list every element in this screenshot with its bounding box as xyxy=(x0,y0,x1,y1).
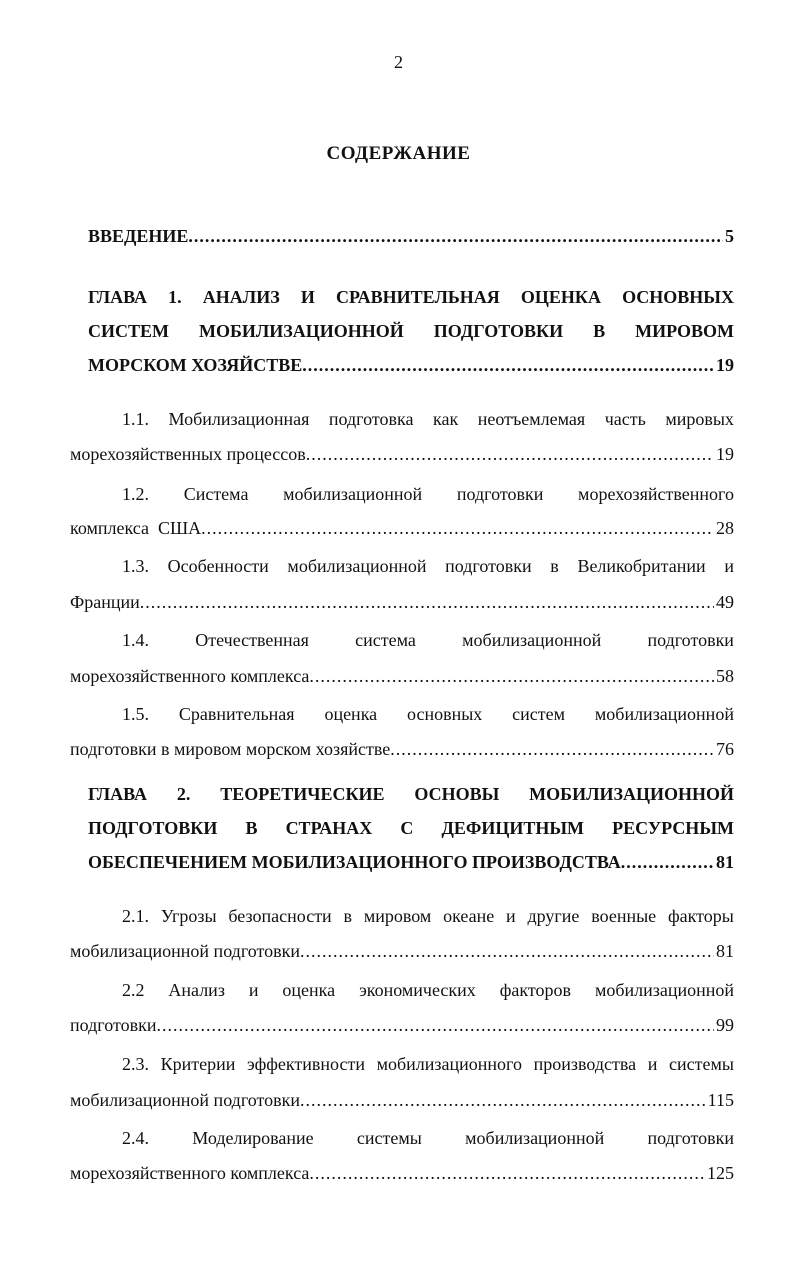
toc-word: ОСНОВНЫХ xyxy=(622,287,734,307)
toc-word: 1.5. xyxy=(122,704,149,724)
toc-word: 1. xyxy=(168,287,182,307)
toc-word: оценка xyxy=(324,704,378,724)
toc-section-2-2-line2[interactable] xyxy=(70,1012,734,1038)
toc-word: военные xyxy=(591,906,657,926)
toc-word: мобилизационной xyxy=(462,630,602,650)
toc-word: ТЕОРЕТИЧЕСКИЕ xyxy=(220,784,385,804)
toc-word: океане xyxy=(443,906,495,926)
toc-section-1-4-line2[interactable] xyxy=(70,663,734,689)
toc-word: мировых xyxy=(665,409,734,429)
toc-section-2-2-line1[interactable] xyxy=(122,977,734,1003)
toc-section-1-2-line2[interactable] xyxy=(70,515,734,541)
toc-chapter2-line2[interactable] xyxy=(88,815,734,841)
toc-word: подготовки xyxy=(647,630,734,650)
toc-word: ОЦЕНКА xyxy=(520,287,601,307)
toc-word: 1.4. xyxy=(122,630,149,650)
toc-word: и xyxy=(724,556,734,576)
toc-word: ПОДГОТОВКИ xyxy=(433,321,564,341)
toc-entry-label: подготовки xyxy=(70,1015,157,1035)
toc-entry-label: ВВЕДЕНИЕ xyxy=(88,226,189,246)
toc-word: другие xyxy=(527,906,580,926)
toc-word: Угрозы xyxy=(160,906,217,926)
toc-section-1-3-line2[interactable] xyxy=(70,589,734,615)
toc-word: 1.1. xyxy=(122,409,149,429)
toc-word: СРАВНИТЕЛЬНАЯ xyxy=(335,287,500,307)
toc-word: систем xyxy=(512,704,566,724)
toc-word: как xyxy=(432,409,459,429)
toc-page-number: 19 xyxy=(716,355,734,375)
toc-word: 2.2 xyxy=(122,980,145,1000)
toc-section-2-3-line1[interactable] xyxy=(122,1051,734,1077)
toc-page-number: 76 xyxy=(716,739,734,759)
toc-entry-label: морехозяйственного комплекса xyxy=(70,1163,310,1183)
dot-leader xyxy=(156,1012,714,1038)
toc-page-number: 28 xyxy=(716,518,734,538)
toc-section-1-4-line1[interactable] xyxy=(122,627,734,653)
toc-word: ГЛАВА xyxy=(88,287,148,307)
toc-chapter1-line1[interactable] xyxy=(88,284,734,310)
toc-word: мобилизационного xyxy=(376,1054,522,1074)
toc-section-1-1-line1[interactable] xyxy=(122,406,734,432)
toc-entry-label: морехозяйственного комплекса xyxy=(70,666,310,686)
dot-leader xyxy=(300,938,714,964)
toc-word: ДЕФИЦИТНЫМ xyxy=(441,818,585,838)
toc-word: В xyxy=(245,818,258,838)
toc-word: МИРОВОМ xyxy=(635,321,734,341)
toc-word: Моделирование xyxy=(192,1128,314,1148)
toc-word: морехозяйственного xyxy=(578,484,734,504)
toc-word: 1.3. xyxy=(122,556,149,576)
toc-word: мобилизационной xyxy=(283,484,423,504)
toc-word: неотъемлемая xyxy=(477,409,586,429)
dot-leader xyxy=(390,736,714,762)
dot-leader xyxy=(306,441,714,467)
toc-word: 2.1. xyxy=(122,906,149,926)
toc-entry-label: Франции xyxy=(70,592,140,612)
toc-chapter1-line2[interactable] xyxy=(88,318,734,344)
toc-word: и xyxy=(647,1054,658,1074)
toc-word: оценка xyxy=(282,980,336,1000)
toc-page-number: 125 xyxy=(707,1163,734,1183)
toc-word: Система xyxy=(183,484,249,504)
toc-word: мобилизационной xyxy=(287,556,427,576)
toc-entry-label: мобилизационной подготовки xyxy=(70,941,301,961)
toc-word: И xyxy=(300,287,315,307)
toc-entry-label: МОРСКОМ ХОЗЯЙСТВЕ xyxy=(88,355,303,375)
toc-page-number: 5 xyxy=(725,226,734,246)
toc-word: Великобритании xyxy=(577,556,706,576)
toc-word: экономических xyxy=(359,980,476,1000)
toc-word: Анализ xyxy=(168,980,225,1000)
toc-entry-label: комплекса США xyxy=(70,518,202,538)
toc-word: ОСНОВЫ xyxy=(414,784,500,804)
toc-word: часть xyxy=(604,409,646,429)
toc-section-2-4-line2[interactable] xyxy=(70,1160,734,1186)
dot-leader xyxy=(302,352,714,378)
toc-word: СТРАНАХ xyxy=(285,818,373,838)
toc-section-1-5-line1[interactable] xyxy=(122,701,734,727)
dot-leader xyxy=(300,1087,706,1113)
toc-word: эффективности xyxy=(247,1054,365,1074)
toc-word: МОБИЛИЗАЦИОННОЙ xyxy=(529,784,734,804)
toc-word: В xyxy=(593,321,606,341)
toc-word: система xyxy=(355,630,416,650)
toc-entry-label: подготовки в мировом морском хозяйстве xyxy=(70,739,391,759)
toc-word: подготовки xyxy=(647,1128,734,1148)
toc-word: Мобилизационная xyxy=(168,409,310,429)
toc-section-1-2-line1[interactable] xyxy=(122,481,734,507)
toc-word: подготовка xyxy=(328,409,414,429)
toc-word: РЕСУРСНЫМ xyxy=(612,818,734,838)
toc-word: 2.4. xyxy=(122,1128,149,1148)
dot-leader xyxy=(309,1160,705,1186)
toc-word: 2. xyxy=(176,784,191,804)
toc-word: подготовки xyxy=(445,556,532,576)
toc-word: СИСТЕМ xyxy=(88,321,169,341)
toc-section-1-3-line1[interactable] xyxy=(122,553,734,579)
dot-leader xyxy=(140,589,714,615)
page-number: 2 xyxy=(394,52,403,72)
toc-word: системы xyxy=(669,1054,734,1074)
toc-chapter2-line3[interactable] xyxy=(88,849,734,875)
dot-leader xyxy=(188,223,723,249)
toc-page-number: 115 xyxy=(707,1090,734,1110)
toc-word: в xyxy=(343,906,353,926)
toc-word: и xyxy=(248,980,259,1000)
toc-word: Сравнительная xyxy=(178,704,295,724)
toc-word: 2.3. xyxy=(122,1054,149,1074)
toc-word: мировом xyxy=(363,906,432,926)
toc-word: С xyxy=(400,818,414,838)
toc-page-number: 81 xyxy=(716,852,734,872)
dot-leader xyxy=(621,849,714,875)
toc-word: Особенности xyxy=(167,556,269,576)
toc-word: факторов xyxy=(499,980,572,1000)
toc-word: подготовки xyxy=(456,484,544,504)
toc-word: производства xyxy=(533,1054,637,1074)
toc-word: мобилизационной xyxy=(594,704,734,724)
toc-section-2-4-line1[interactable] xyxy=(122,1125,734,1151)
toc-entry-label: ОБЕСПЕЧЕНИЕМ МОБИЛИЗАЦИОННОГО ПРОИЗВОДСТВА xyxy=(88,852,621,872)
toc-page-number: 81 xyxy=(716,941,734,961)
toc-word: ГЛАВА xyxy=(88,784,148,804)
toc-page-number: 19 xyxy=(716,444,734,464)
toc-chapter2-line1[interactable] xyxy=(88,781,734,807)
toc-word: и xyxy=(506,906,516,926)
toc-page-number: 99 xyxy=(716,1015,734,1035)
toc-section-2-1-line2[interactable] xyxy=(70,938,734,964)
toc-word: мобилизационной xyxy=(594,980,734,1000)
dot-leader xyxy=(201,515,714,541)
toc-page-number: 49 xyxy=(716,592,734,612)
toc-section-2-1-line1[interactable] xyxy=(122,903,734,929)
toc-word: факторы xyxy=(667,906,734,926)
toc-chapter1-line3[interactable] xyxy=(88,352,734,378)
toc-section-1-1-line2[interactable] xyxy=(70,441,734,467)
toc-word: мобилизационной xyxy=(465,1128,605,1148)
toc-entry-introduction[interactable] xyxy=(88,223,734,249)
toc-word: АНАЛИЗ xyxy=(202,287,280,307)
toc-entry-label: морехозяйственных процессов xyxy=(70,444,306,464)
toc-entry-label: мобилизационной подготовки xyxy=(70,1090,301,1110)
toc-word: МОБИЛИЗАЦИОННОЙ xyxy=(198,321,404,341)
toc-word: системы xyxy=(356,1128,422,1148)
toc-word: Критерии xyxy=(160,1054,236,1074)
toc-section-1-5-line2[interactable] xyxy=(70,736,734,762)
dot-leader xyxy=(309,663,714,689)
toc-word: основных xyxy=(407,704,483,724)
toc-word: безопасности xyxy=(228,906,332,926)
toc-section-2-3-line2[interactable] xyxy=(70,1087,734,1113)
toc-word: в xyxy=(550,556,559,576)
toc-word: 1.2. xyxy=(122,484,149,504)
page-title: СОДЕРЖАНИЕ xyxy=(326,143,471,164)
toc-word: Отечественная xyxy=(195,630,309,650)
toc-page-number: 58 xyxy=(716,666,734,686)
toc-word: ПОДГОТОВКИ xyxy=(88,818,218,838)
